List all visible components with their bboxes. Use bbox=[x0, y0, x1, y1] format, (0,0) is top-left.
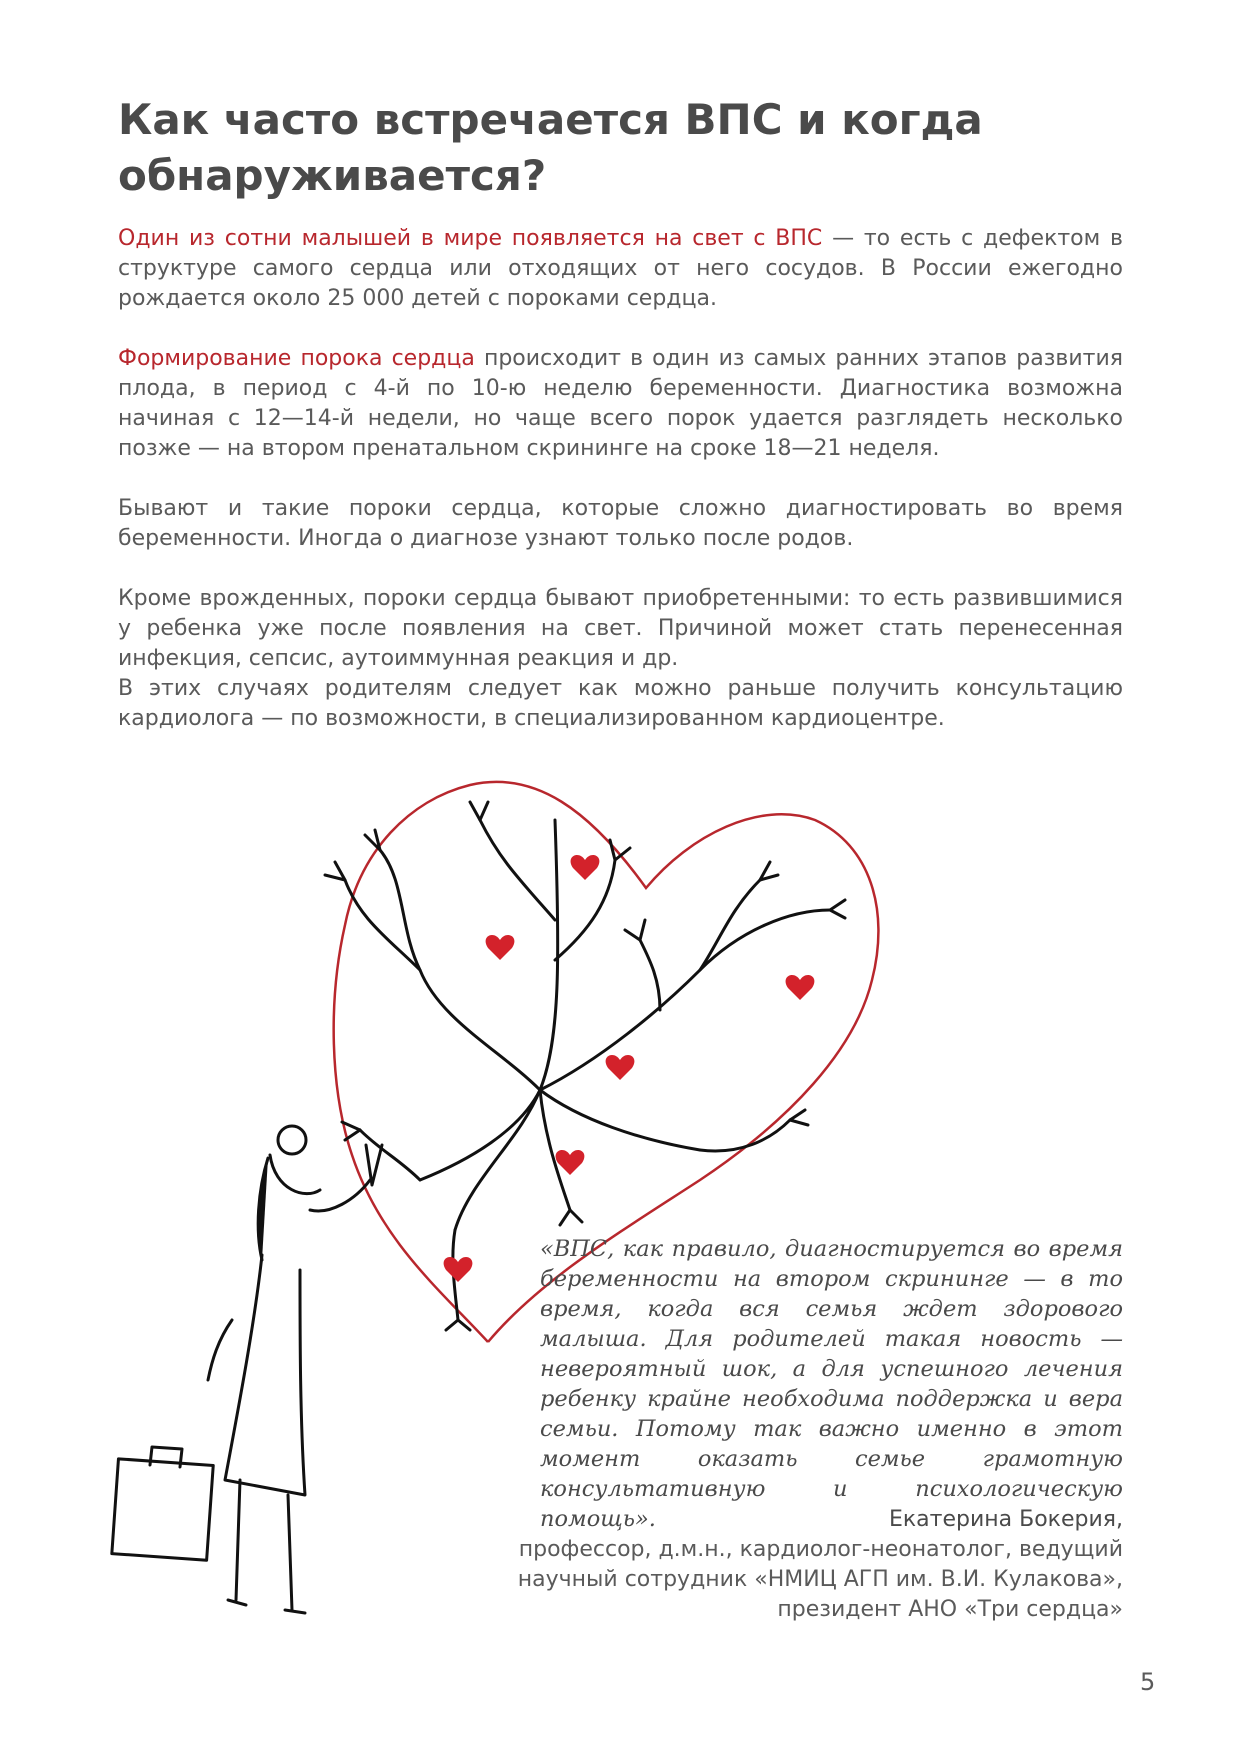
tree-hearts bbox=[444, 855, 815, 1282]
paragraph-prevalence bbox=[118, 224, 1123, 314]
paragraph-prevalence-text: — то есть с дефектом в структуре самого сердца или отходящих от него сосудов. В России ежегодно рождается около 25 000 детей с пороками сердца. bbox=[118, 226, 1123, 311]
paragraph-acquired: Кроме врожденных, пороки сердца бывают приобретенными: то есть развившимися у ребенка уже после появления на свет. Причиной может стать перенесенная инфекция, сепсис, аутоиммунная реакция и др. bbox=[118, 586, 1123, 671]
signature-line-3: президент АНО «Три сердца» bbox=[777, 1597, 1123, 1622]
signature-name: Екатерина Бокерия, bbox=[888, 1507, 1123, 1532]
paragraph-consultation: В этих случаях родителям следует как можно раньше получить консультацию кардиолога — по возможности, в специализированном кардиоцентре. bbox=[118, 676, 1123, 731]
signature-line-2: научный сотрудник «НМИЦ АГП им. В.И. Кулакова», bbox=[517, 1567, 1123, 1592]
paragraph-diagnosis-after-birth: Бывают и такие пороки сердца, которые сложно диагностировать во время беременности. Иногда о диагнозе узнают только после родов. bbox=[118, 496, 1123, 551]
paragraph-formation bbox=[118, 344, 1123, 464]
expert-quote: «ВПС, как правило, диагностируется во время беременности на втором скрининге — в то время, когда вся семья ждет здорового малыша. Для родителей такая новость — невероятный шок, а для успешного лечения ребенку крайне необходима поддержка и вера семьи. Потому так важно именно в этот момент оказать семье грамотную консультативную и психологическую помощь». bbox=[540, 1236, 1123, 1532]
quote-signature bbox=[483, 1505, 1123, 1625]
highlight-prevalence: Один из сотни малышей в мире появляется на свет с ВПС bbox=[118, 226, 823, 251]
page-number: 5 bbox=[1140, 1668, 1156, 1696]
signature-line-1: профессор, д.м.н., кардиолог-неонатолог, ведущий bbox=[518, 1537, 1123, 1562]
paragraph-formation-text: происходит в один из самых ранних этапов развития плода, в период с 4-й по 10-ю неделю беременности. Диагностика возможна начиная с 12—14-й недели, но чаще всего порок удается разглядеть несколько позже — на втором пренатальном скрининге на сроке 18—21 неделя. bbox=[118, 346, 1124, 461]
page-title: Как часто встречается ВПС и когда обнаруживается? bbox=[118, 95, 983, 200]
highlight-formation: Формирование порока сердца bbox=[118, 346, 475, 371]
